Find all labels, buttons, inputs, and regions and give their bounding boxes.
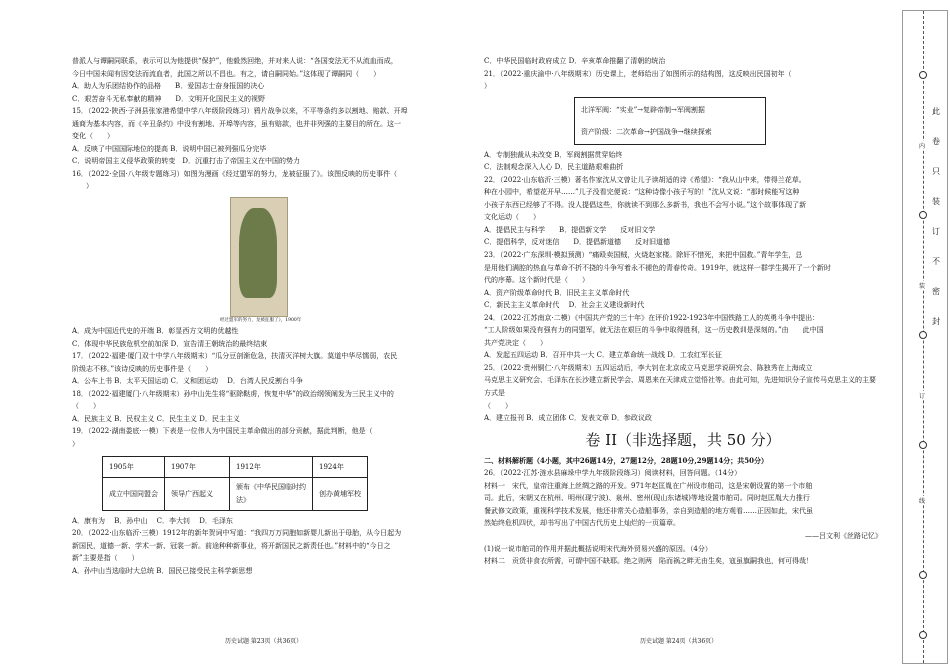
source-citation: ——吕文利《丝路记忆》 [805,531,882,540]
text-line: 普派人与谭嗣同联系，表示可以为他提供“保护”，他毅然回绝，并对来人说：“各国变法无不从流血而成， [72,57,398,65]
text-line: 23．（2022·广东深圳·模拟预测）“痛殴卖国贼，火烧赵家楼。除奸不惜死，来把中国救。”青年学生，总 [484,251,803,260]
text-line: 20．（2022·山东临沂·三模）1912年的新年贺词中写道：“我四万万同胞如新婴儿新出于母胎，从今日起为 [72,529,402,538]
right-text-c [484,467,882,530]
binding-hole [919,441,927,449]
text-line: A．成为中国近代史的开端 B．彰显西方文明的优越性 [72,327,239,336]
text-line: （ ） [72,402,100,411]
text-line: 19．（2022·湖南娄底·一模）下表是一位伟人为中国民主革命做出的部分贡献，据此判断，他是（ [72,427,373,436]
left-column [72,55,467,577]
text-line: A．资产阶级革命时代 B．旧民主主义革命时代 [484,288,630,297]
binding-mark: 订 [918,393,925,400]
text-line: ） [484,82,491,91]
binding-hole [919,331,927,339]
text-line: 餐武修文政策，重视科学技术发展，他还非常关心造船事务，亲自到造船的地方观看……正因如此，宋代虽 [484,506,813,515]
text-line: A．孙中山当选临时大总统 B．国民已接受民主科学新思想 [72,566,253,575]
text-line: 15．（2022·陕西·子洲县张家港希望中学八年级阶段练习）鸦片战争以来，不平等条约多以割地、赔款、开埠 [72,107,408,116]
text-line: 17．（2022·福建·厦门双十中学八年级期末）“瓜分豆剖渐危急，扶清灭洋树大旗。莫道中华尽懦弱，农民 [72,352,398,361]
text-line: 新”主要是指（ ） [72,554,139,563]
binding-hole [919,571,927,579]
structure-diagram [574,97,766,145]
text-line: 今日中国未闻有因变法而流血者，此国之所以不昌也。有之，请自嗣同始。”这体现了谭嗣同（ ） [72,69,381,78]
binding-hole [919,211,927,219]
section-title: 卷 II（非选择题，共 50 分） [585,430,781,449]
text-line: A．建立报刊 B．成立团体 C．发表文章 D．参政议政 [484,414,652,423]
cartoon-caption: 经过盟军的努力，龙被征服了》，1900年 [220,318,302,324]
binding-char: 密 [932,287,940,296]
text-line: ） [72,182,93,191]
binding-char: 只 [932,167,940,176]
binding-hole [919,71,927,79]
text-line: 种在小园中，希望花开早……”儿子没看完便说：“这种诗像小孩子写的！”沈从文说：“那时候能写这种 [484,188,800,197]
right-text-a [484,55,882,93]
text-line: A．民族主义 B．民权主义 C．民生主义 D．民主主义 [72,414,240,423]
right-column [484,55,882,568]
text-line: 材料一 宋代，皇帝注重海上丝绸之路的开发。971年赵匡胤在广州设市舶司，这是宋朝设置的第一个市舶 [484,481,813,490]
text-line: 21．（2022·重庆渝中·八年级期末）历史课上，老师给出了如图所示的结构图，这反映出民国初年（ [484,69,792,78]
text-line: C．体现中华民族危机空前加深 D．宣告清王朝统治的最终结束 [72,339,268,348]
text-line: 16．（2022·全国·八年级专题练习）如图为漫画《经过盟军的努力，龙被征服了》。该图反映的历史事件（ [72,169,398,178]
text-line: ） [72,439,79,448]
text-line: A．专制独裁从未改变 B．军阀割据贯穿始终 [484,150,623,159]
binding-char: 不 [932,257,940,266]
binding-mark: 内 [918,143,925,150]
text-line: 然始终危机四伏，却书写出了中国古代历史上灿烂的一页篇章。 [484,519,680,528]
text-line: （ ） [484,401,512,410]
text-line: 文化运动（ ） [484,213,540,222]
binding-mark: 线 [918,498,925,505]
binding-char: 订 [932,227,940,236]
text-line: A．公车上书 B．太平天国运动 C．义和团运动 D．台湾人民反割台斗争 [72,377,303,386]
text-line: A．发起五四运动 B．召开中共一大 C．建立革命统一战线 D．工农红军长征 [484,351,722,360]
text-line: C．提倡科学，反对迷信 D．提倡新道德 反对旧道德 [484,238,670,247]
dragon-figure [239,208,277,298]
text-line: 共产党决定（ ） [484,338,547,347]
contribution-table [102,456,368,510]
binding-margin [902,10,948,664]
text-line: 22．（2022·山东临沂·三模）著名作家沈从文曾让儿子读胡适的诗《希望》：“我从山中来，带得兰花草。 [484,175,806,184]
table-cell: 1905年 [103,457,165,478]
table-cell: 1924年 [313,457,368,478]
text-line: A．反映了中国国际地位的提高 B．说明中国已被列强瓜分完毕 [72,144,267,153]
left-text-b [72,325,467,450]
cartoon-image [230,197,288,317]
left-text-a [72,55,467,193]
text-line: 通商为基本内容，而《辛丑条约》中没有割地、开埠等内容，虽有赔款，也并非列强的主要目的所在。这一 [72,119,401,128]
text-line: 材料二 贡货非食衣所需，可谓中国不缺耶。绝之则两 陷而祸之畔无由生矣，寇虽旗嗣我也，何可得哉！ [484,557,813,566]
table-cell: 成立中国同盟会 [103,478,165,510]
text-line: 代的序幕。这个新时代是（ ） [484,276,589,285]
text-line: 26．（2022·江苏·涟水县麻垛中学九年级阶段练习）阅读材料，回答问题。（14分） [484,469,742,478]
text-line: 24．（2022·江苏南京·二模）《中国共产党的三十年》在评价1922-1923年中国铁路工人的英勇斗争中提出： [484,313,820,322]
text-line: C．中华民国临时政府成立 D．辛亥革命推翻了清朝的统治 [484,57,666,65]
text-line: 是用他们满腔的热血与革命不折不挠的斗争写着永不褪色的青春传奇。1919年，就这样一群学生揭开了一个新时 [484,263,831,272]
text-line: 25．（2022·贵州铜仁·八年级期末）五四运动后，李大钊在北京成立马克思学说研究会、陈独秀在上海成立 [484,363,813,372]
text-line: “工人阶级如果没有强有力的同盟军，就无法在艰巨的斗争中取得胜利，这一历史教训是深刻的。”由 此中国 [484,326,824,335]
table-cell: 创办黄埔军校 [313,478,368,510]
binding-char: 卷 [932,137,940,146]
section-subtitle: 二、材料解析题（4小题，其中26题14分，27题12分，28题10分,29题14分；共50分） [484,455,768,465]
binding-char: 封 [932,317,940,326]
text-line: 司。此后，宋朝又在杭州、明州(现宁波)、泉州、密州(现山东诸城)等地设置市舶司。同时赵匡胤大力推行 [484,494,810,503]
text-line: 马克思主义研究会、毛泽东在长沙建立新民学会、周恩来在天津成立觉悟社等。由此可知，先进知识分子宣传马克思主义的主要方式是 [484,376,876,398]
binding-char: 此 [932,107,940,116]
text-line: 小孩子东西已经够了不得。没人提倡这些，你就读不到那么多新书，我也不会写小说。”这个故事体现了新 [484,200,807,209]
binding-mark: 装 [918,283,925,290]
text-line: A．助人为乐团结协作的品格 B．爱国志士奋身报国的决心 [72,82,265,91]
text-line: (1)说一说市舶司的作用并据此概括说明宋代海外贸易兴盛的原因。（4分） [484,544,712,553]
left-text-c [72,515,467,578]
table-cell: 1907年 [165,457,230,478]
right-text-b [484,149,882,425]
table-cell: 领导广西起义 [165,478,230,510]
diagram-row-1: 北洋军阀：“实业”→复辟帝制→军阀割据 [581,105,705,114]
diagram-row-2: 资产阶级：二次革命→护国战争→继续探索 [581,127,712,136]
text-line: C．法制观念深入人心 D．民主道路艰难曲折 [484,163,624,172]
text-line: A．提倡民主与科学 B．提倡新文学 反对旧文学 [484,225,656,234]
table-cell: 颁布《中华民国临时约法》 [230,478,313,510]
footer-right: 历史试题 第24页（共36页） [640,638,718,645]
table-cell: 1912年 [230,457,313,478]
text-line: C．新民主主义革命时代 D．社会主义建设新时代 [484,301,645,310]
text-line: A．康有为 B．孙中山 C．李大钊 D．毛泽东 [72,516,233,525]
text-line: 变化（ ） [72,132,114,141]
footer-left: 历史试题 第23页（共36页） [225,638,303,645]
text-line: 18．（2022·福建厦门·八年级期末）孙中山先生将“驱除鞑虏，恢复中华”的政治纲领阐发为三民主义中的 [72,389,394,398]
text-line: C．艰苦奋斗无私奉献的精神 D．文明开化国民主义的视野 [72,94,265,103]
text-line: C．说明帝国主义侵华政策的转变 D．沉重打击了帝国主义在中国的势力 [72,157,300,166]
text-line: 阶级志不移。”该诗反映的历史事件是（ ） [72,364,213,373]
binding-char: 装 [932,197,940,206]
binding-hole [919,631,927,639]
right-text-d [484,543,882,568]
text-line: 新国民，道德一新、学术一新、冠裳一新。前途种种新事业，将开新国民之新责任也。”材料中的“今日之 [72,541,391,550]
